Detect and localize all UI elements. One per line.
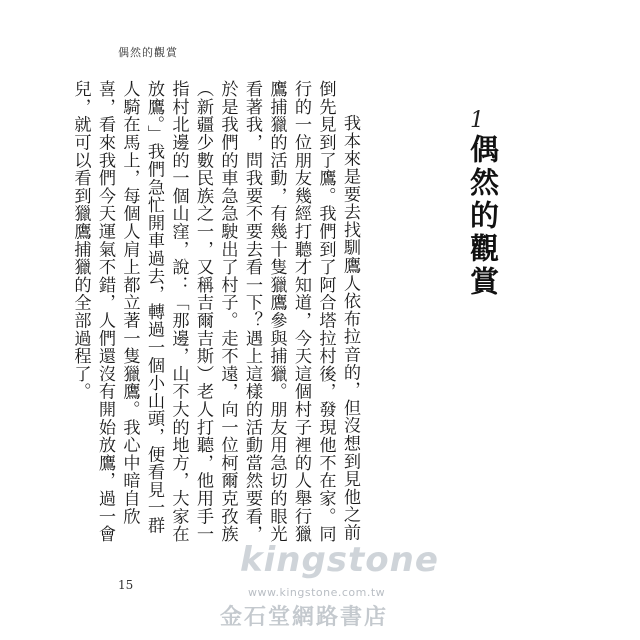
running-head: 偶然的觀賞: [118, 46, 178, 59]
paragraph: 我本來是要去找馴鷹人依布拉音的，但沒想到見他之前倒先見到了鷹。我們到了阿合塔拉村後，發現他不在家。同行的一位朋友幾經打聽才知道，今天這個村子裡的人舉行獵鷹捕獵的活動，有幾十隻獵鷹參與捕獵。朋友用急切的眼光看著我，問我要不要去看一下？遇上這樣的活動當然要看，於是我們的車急急駛出了村子。走不遠，向一位柯爾克孜族（新疆少數民族之一，又稱吉爾吉斯）老人打聽，他用手一指村北邊的一個山窪，說：「那邊，山不大的地方，大家在放鷹。」我們急忙開車過去，轉過一個小山頭，便看見一群人騎在馬上，每個人肩上都立著一隻獵鷹。我心中暗自欣喜，看來我們今天運氣不錯，人們還沒有開始放鷹，過一會兒，就可以看到獵鷹捕獵的全部過程了。: [70, 80, 360, 543]
watermark-logo: kingstone: [240, 540, 439, 580]
chapter-title: 偶然的觀賞: [466, 134, 500, 299]
watermark-store-name: 金石堂網路書店: [220, 604, 389, 630]
page-number: 15: [118, 578, 134, 592]
chapter-number: 1: [470, 108, 484, 133]
body-text: [70, 80, 362, 550]
watermark-url: www.kingstone.com.tw: [248, 586, 386, 599]
